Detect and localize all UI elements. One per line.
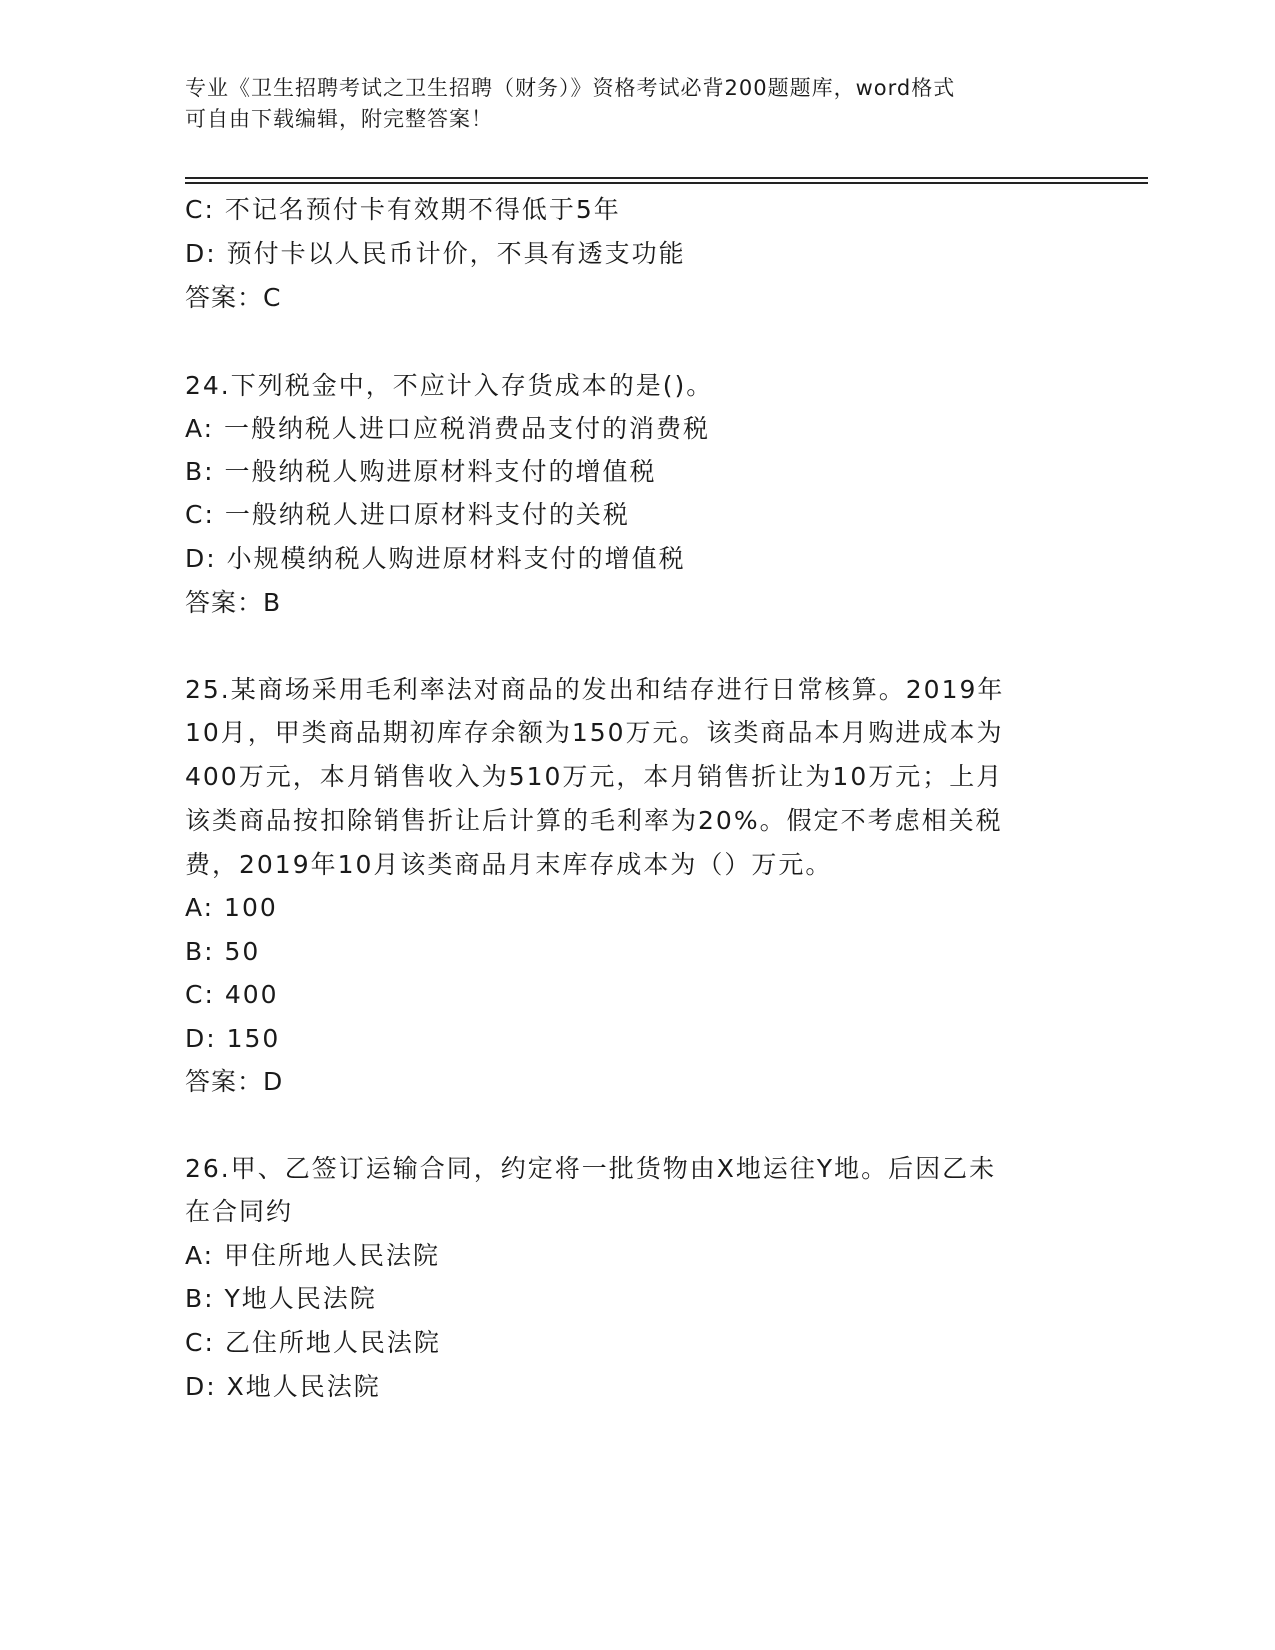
q26-option-c: C: 乙住所地人民法院 (185, 1328, 441, 1357)
q24-answer: 答案：B (185, 588, 282, 617)
q25-option-b: B: 50 (185, 937, 261, 966)
header-title-line-1: 专业《卫生招聘考试之卫生招聘（财务）》资格考试必背200题题库，word格式 (185, 76, 956, 100)
header-divider-bottom (185, 182, 1148, 184)
document-header (185, 73, 1065, 135)
header-title-line-2: 可自由下载编辑，附完整答案！ (185, 107, 493, 131)
q24-option-c: C: 一般纳税人进口原材料支付的关税 (185, 500, 630, 529)
q26-option-d: D: X地人民法院 (185, 1372, 381, 1401)
q25-option-d: D: 150 (185, 1024, 281, 1053)
q26-stem-line-2: 在合同约 (185, 1197, 294, 1226)
q26-stem-line-1: 26.甲、乙签订运输合同，约定将一批货物由X地运往Y地。后因乙未 (185, 1154, 997, 1183)
q23-answer: 答案：C (185, 283, 282, 312)
q25-stem-line-5: 费，2019年10月该类商品月末库存成本为（）万元。 (185, 850, 833, 879)
q25-stem-line-3: 400万元，本月销售收入为510万元，本月销售折让为10万元；上月 (185, 762, 1004, 791)
q24-option-d: D: 小规模纳税人购进原材料支付的增值税 (185, 544, 686, 573)
q24-option-b: B: 一般纳税人购进原材料支付的增值税 (185, 457, 657, 486)
q24-option-a: A: 一般纳税人进口应税消费品支付的消费税 (185, 414, 711, 443)
header-divider-top (185, 177, 1148, 179)
q25-option-a: A: 100 (185, 893, 278, 922)
q24-stem: 24.下列税金中，不应计入存货成本的是()。 (185, 371, 714, 400)
q23-option-d: D: 预付卡以人民币计价，不具有透支功能 (185, 239, 686, 268)
q26-option-a: A: 甲住所地人民法院 (185, 1241, 441, 1270)
q25-stem-line-1: 25.某商场采用毛利率法对商品的发出和结存进行日常核算。2019年 (185, 675, 1005, 704)
q23-option-c: C: 不记名预付卡有效期不得低于5年 (185, 195, 621, 224)
q25-stem-line-4: 该类商品按扣除销售折让后计算的毛利率为20%。假定不考虑相关税 (185, 806, 1003, 835)
q26-option-b: B: Y地人民法院 (185, 1284, 377, 1313)
q25-option-c: C: 400 (185, 980, 279, 1009)
q25-stem-line-2: 10月，甲类商品期初库存余额为150万元。该类商品本月购进成本为 (185, 718, 1004, 747)
q25-answer: 答案：D (185, 1067, 284, 1096)
